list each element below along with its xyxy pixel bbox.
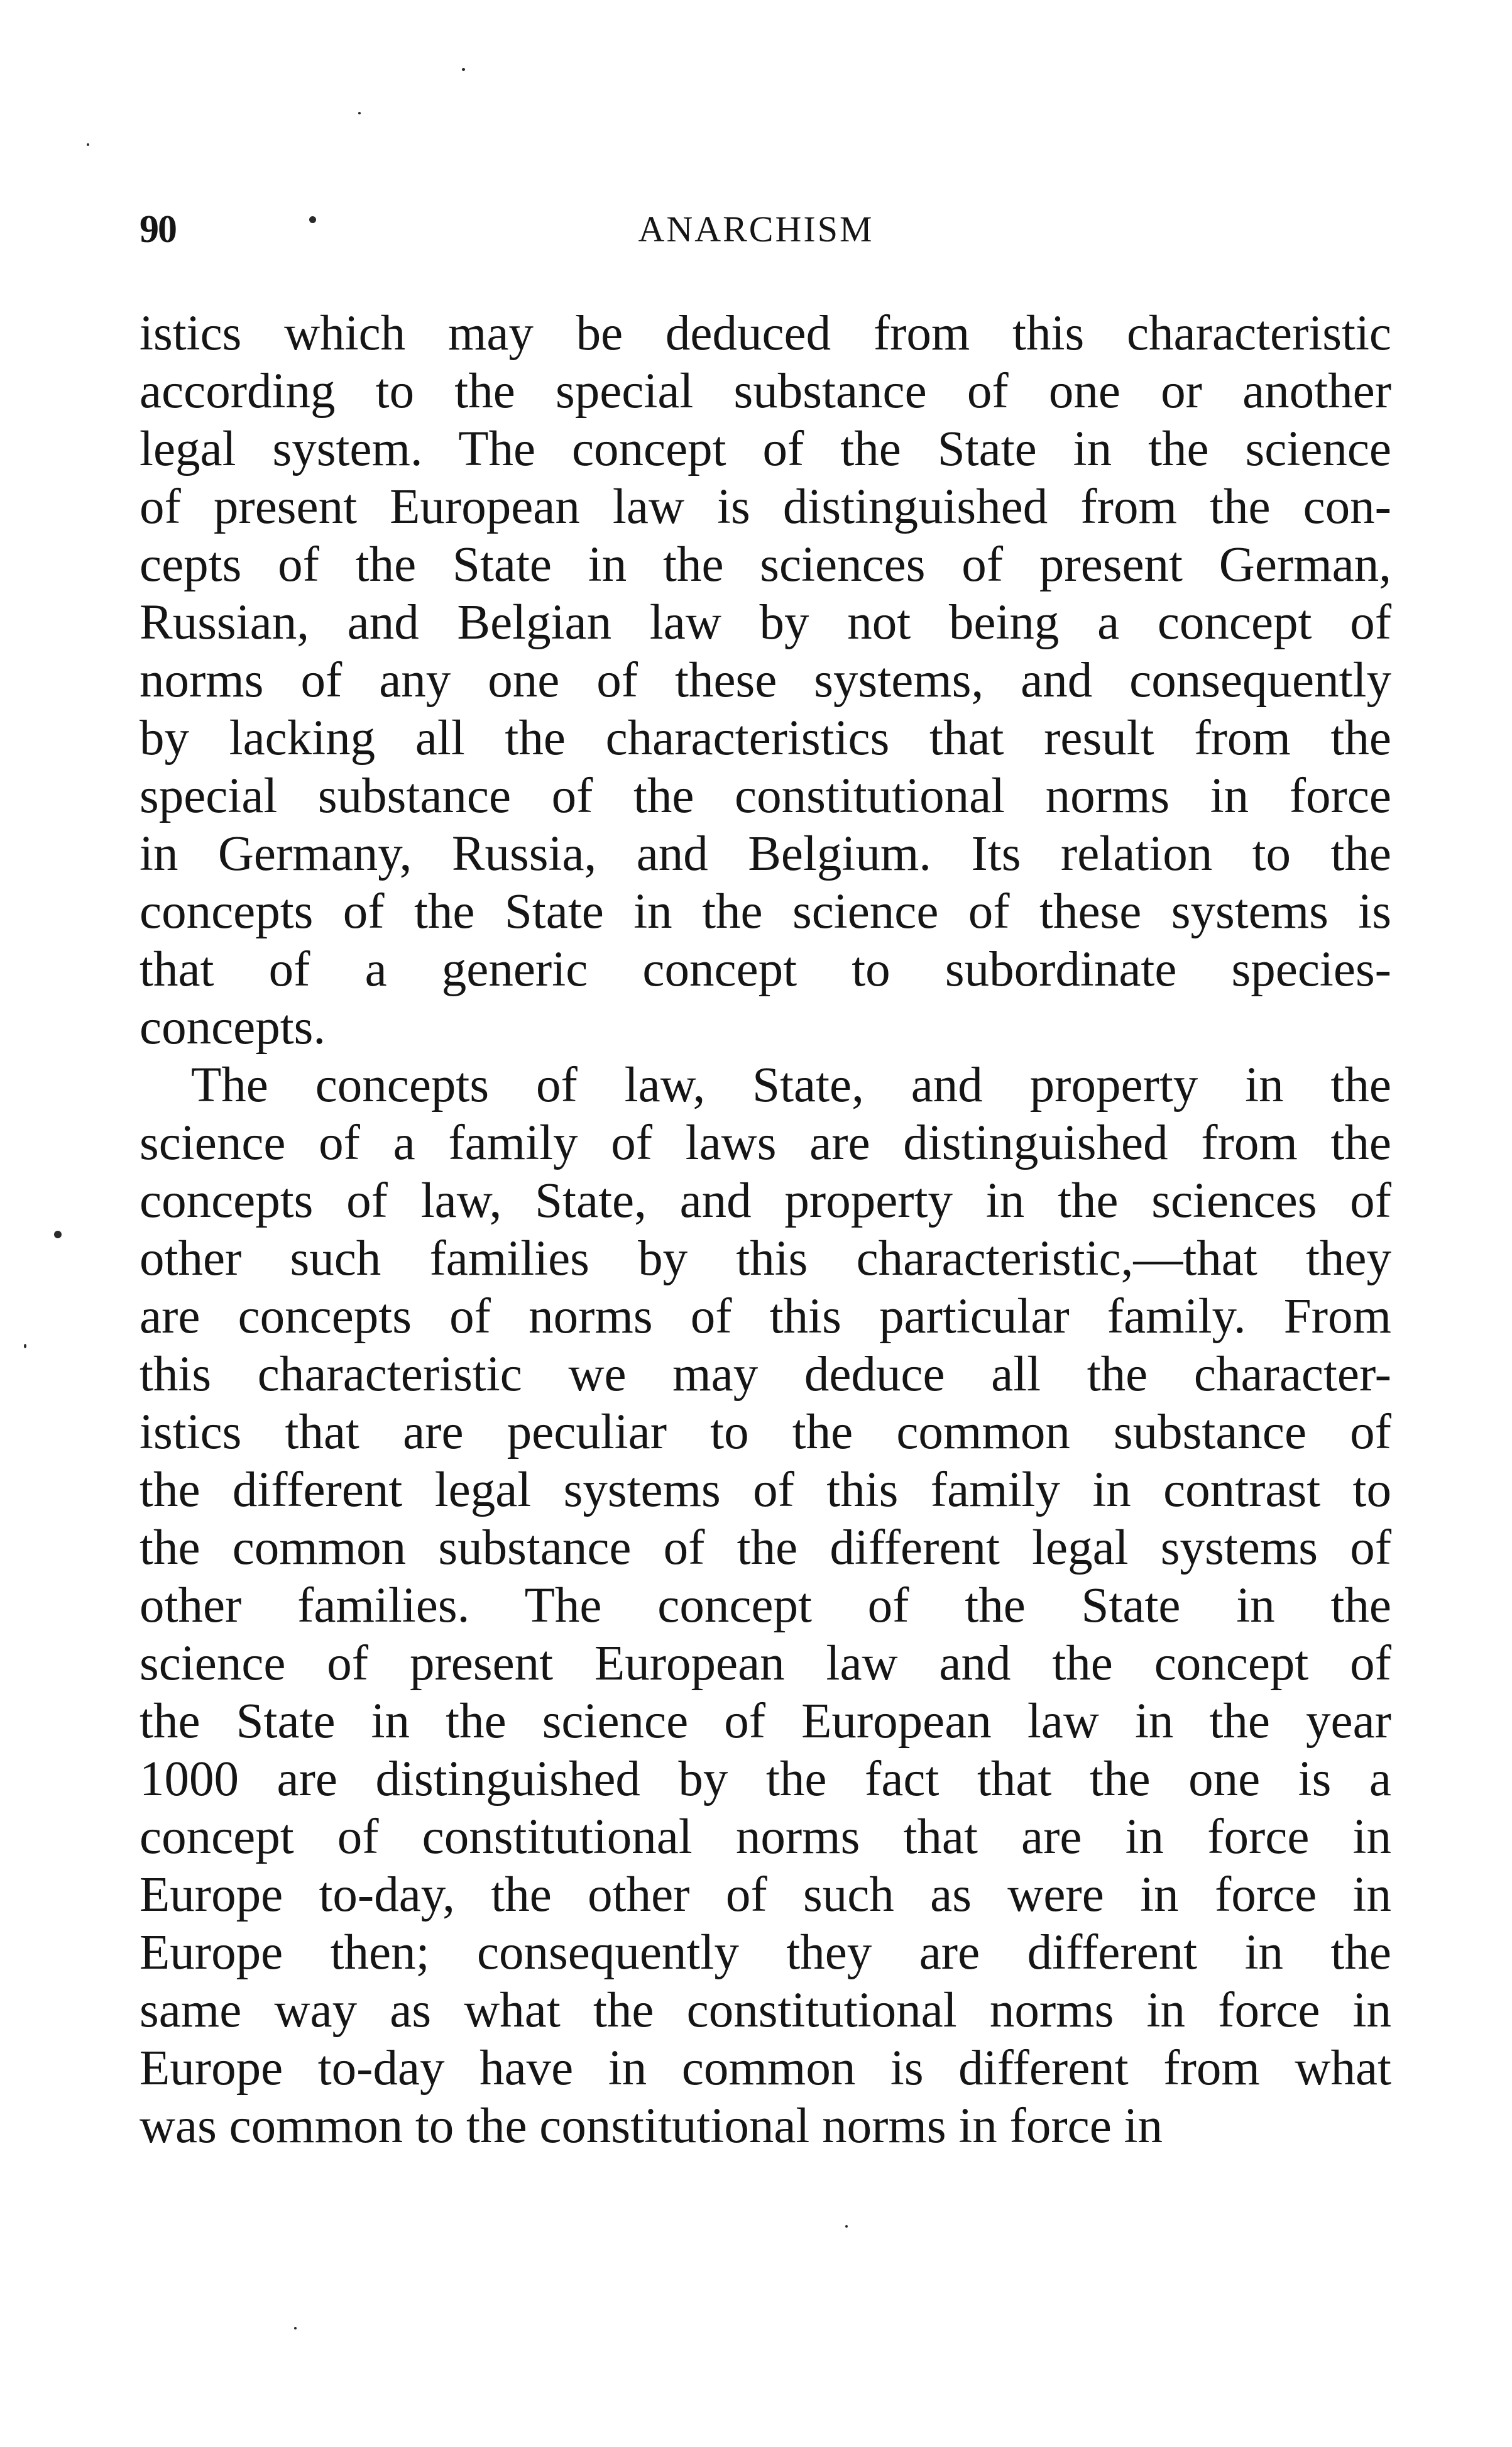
paragraph	[140, 305, 1391, 1057]
text-line: 1000 are distinguished by the fact that the one is a	[140, 1752, 1391, 1806]
text-line: the common substance of the different legal systems of	[140, 1520, 1391, 1575]
text-line: concept of constitutional norms that are in force in	[140, 1810, 1391, 1864]
text-line: by lacking all the characteristics that result from the	[140, 711, 1391, 766]
text-line: istics which may be deduced from this characteristic	[140, 306, 1391, 361]
text-line: this characteristic we may deduce all the character-	[140, 1347, 1391, 1402]
print-speck	[294, 2327, 297, 2329]
text-line: that of a generic concept to subordinate species-	[140, 942, 1391, 997]
text-line: same way as what the constitutional norms in force in	[140, 1983, 1391, 2038]
print-speck	[845, 2225, 848, 2228]
paragraph	[140, 1057, 1391, 2155]
text-line: legal system. The concept of the State in the science	[140, 422, 1391, 476]
text-line: of present European law is distinguished from the con-	[140, 480, 1391, 534]
print-speck	[358, 112, 361, 114]
running-title: ANARCHISM	[638, 209, 874, 250]
text-line: science of a family of laws are distinguished from the	[140, 1116, 1391, 1170]
text-line: special substance of the constitutional norms in force	[140, 769, 1391, 823]
text-line: Europe to-day, the other of such as were in force in	[140, 1867, 1391, 1922]
print-speck	[462, 68, 465, 71]
text-line: concepts of the State in the science of these systems is	[140, 884, 1391, 939]
text-line: the State in the science of European law in the year	[140, 1694, 1391, 1749]
text-line: other families. The concept of the State in the	[140, 1578, 1391, 1633]
text-line: the different legal systems of this family in contrast to	[140, 1463, 1391, 1517]
body-text	[140, 305, 1391, 2155]
print-speck	[87, 143, 89, 146]
print-speck	[24, 1344, 26, 1348]
text-line: concepts of law, State, and property in the sciences of	[140, 1174, 1391, 1228]
page-number: 90	[140, 208, 176, 251]
page-header	[0, 201, 1512, 258]
text-line: Europe to-day have in common is different from what	[140, 2041, 1391, 2096]
text-line: istics that are peculiar to the common substance of	[140, 1405, 1391, 1460]
print-speck	[54, 1231, 62, 1238]
text-line: cepts of the State in the sciences of present German,	[140, 537, 1391, 592]
text-line: was common to the constitutional norms in force in	[140, 2099, 1163, 2153]
text-line: science of present European law and the concept of	[140, 1636, 1391, 1691]
text-line: concepts.	[140, 1000, 326, 1055]
text-line: according to the special substance of one or another	[140, 364, 1391, 419]
text-line: Europe then; consequently they are different in the	[140, 1925, 1391, 1980]
text-line: norms of any one of these systems, and consequently	[140, 653, 1391, 708]
text-line: other such families by this characteristic,—that they	[140, 1231, 1391, 1286]
text-line: are concepts of norms of this particular family. From	[140, 1289, 1391, 1344]
text-line: The concepts of law, State, and property in the	[191, 1058, 1391, 1113]
text-line: in Germany, Russia, and Belgium. Its relation to the	[140, 827, 1391, 881]
text-line: Russian, and Belgian law by not being a concept of	[140, 595, 1391, 650]
